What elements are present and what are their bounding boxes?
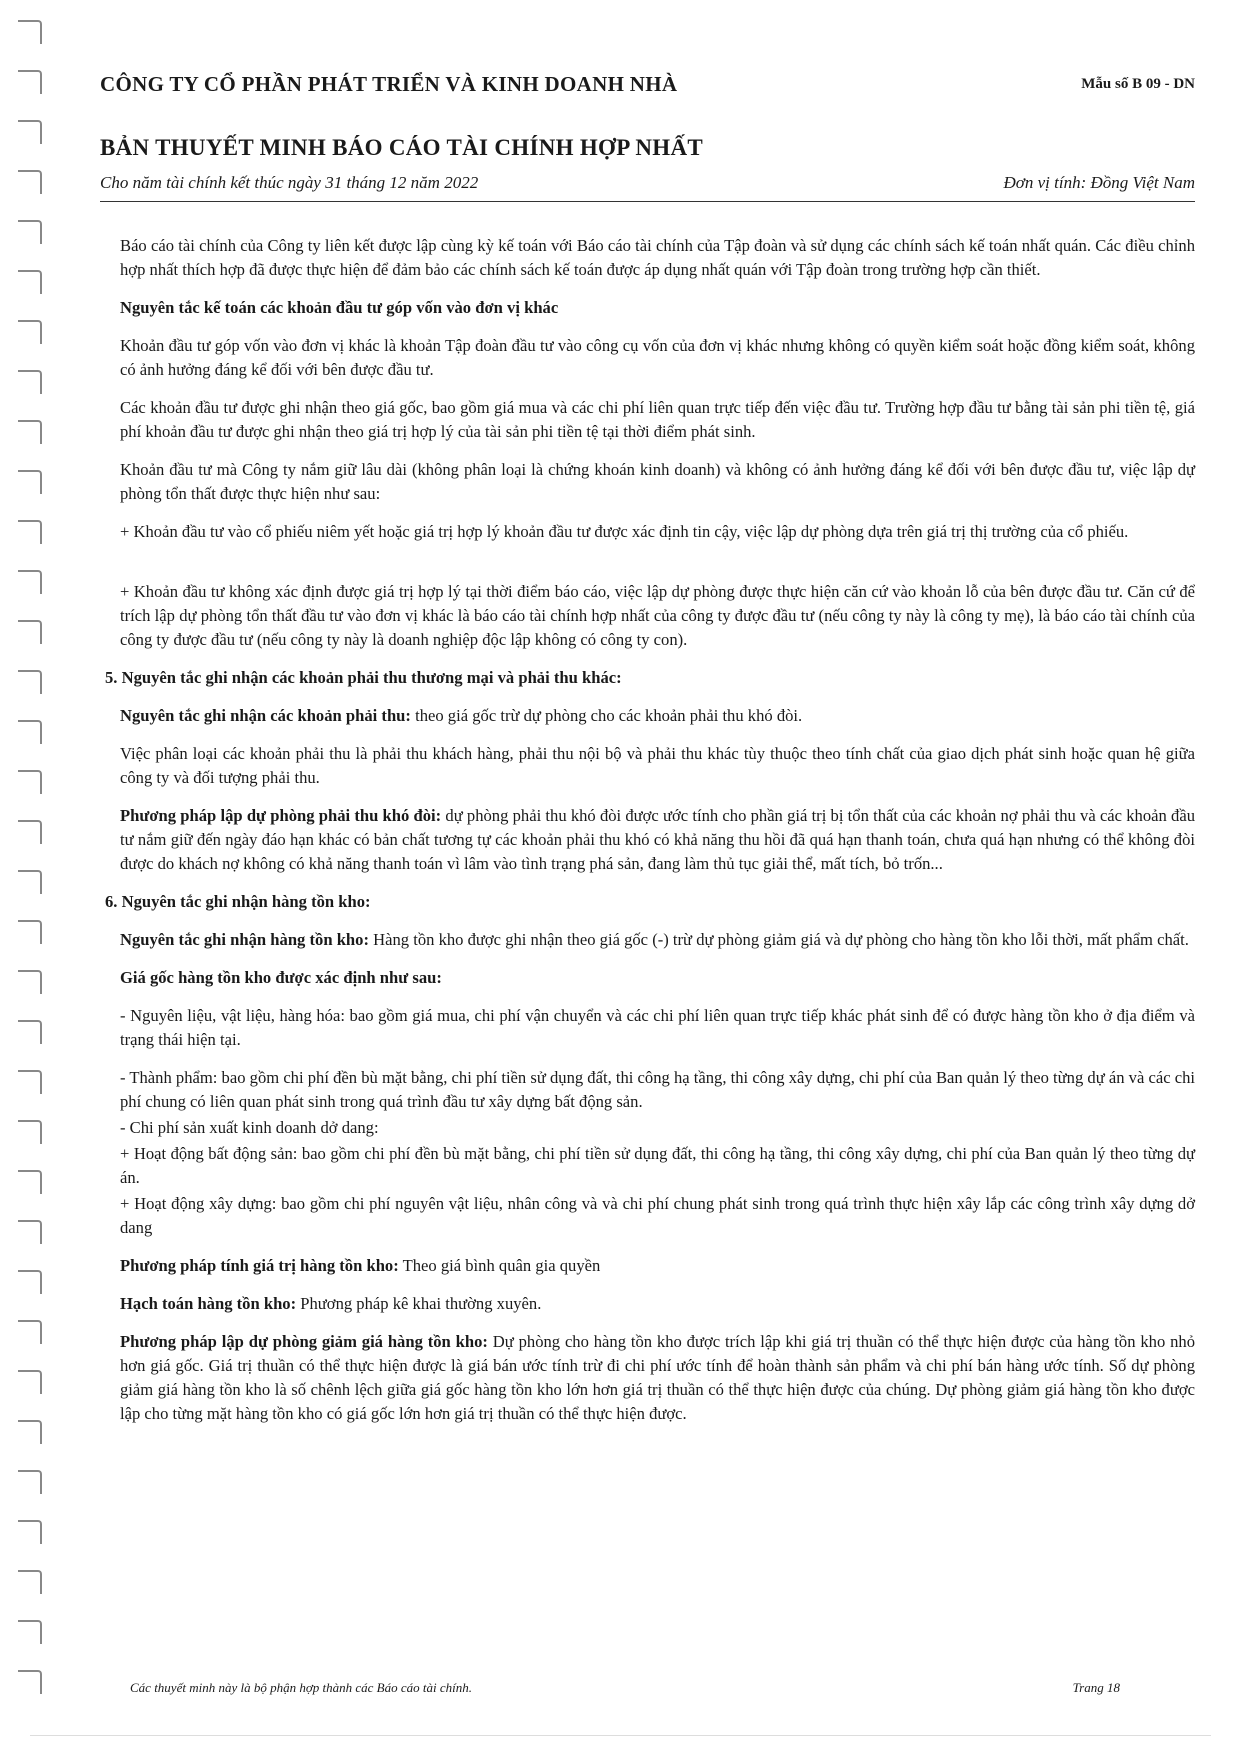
binding-ring (18, 1570, 42, 1594)
binding-ring (18, 1520, 42, 1544)
company-name: CÔNG TY CỔ PHẦN PHÁT TRIỂN VÀ KINH DOANH NHÀ (100, 72, 678, 96)
binding-ring (18, 1320, 42, 1344)
term-text: Hàng tồn kho được ghi nhận theo giá gốc (-) trừ dự phòng giảm giá và dự phòng cho hàng tồn kho lỗi thời, mất phẩm chất. (368, 930, 1189, 949)
section-heading-5: 5. Nguyên tắc ghi nhận các khoản phải thu thương mại và phải thu khác: (105, 668, 622, 687)
paragraph: Khoản đầu tư mà Công ty nắm giữ lâu dài (không phân loại là chứng khoán kinh doanh) và không có ảnh hưởng đáng kể đối với bên được đầu tư, việc lập dự phòng tổn thất được thực hiện như sau: (120, 460, 1195, 503)
paragraph: + Khoản đầu tư vào cổ phiếu niêm yết hoặc giá trị hợp lý khoản đầu tư được xác định tin cậy, việc lập dự phòng dựa trên giá trị thị trường của cổ phiếu. (120, 522, 1129, 541)
term-label: Phương pháp lập dự phòng phải thu khó đòi: (120, 806, 442, 825)
term-label: Phương pháp tính giá trị hàng tồn kho: (120, 1256, 399, 1275)
paragraph: - Nguyên liệu, vật liệu, hàng hóa: bao gồm giá mua, chi phí vận chuyển và các chi phí liên quan trực tiếp khác phát sinh để có được hàng tồn kho ở địa điểm và trạng thái hiện tại. (120, 1006, 1195, 1049)
paragraph (120, 1254, 1195, 1278)
paragraph (120, 1330, 1195, 1426)
binding-ring (18, 670, 42, 694)
header-subrow (100, 171, 1195, 202)
binding-ring (18, 1620, 42, 1644)
page-footer (130, 1680, 1190, 1696)
binding-ring (18, 1020, 42, 1044)
binding-ring (18, 1370, 42, 1394)
paragraph (120, 928, 1195, 952)
binding-ring (18, 1420, 42, 1444)
term-text: Phương pháp kê khai thường xuyên. (296, 1294, 542, 1313)
binding-ring (18, 920, 42, 944)
paragraph: - Chi phí sản xuất kinh doanh dở dang: (120, 1118, 379, 1137)
paragraph: - Thành phẩm: bao gồm chi phí đền bù mặt bằng, chi phí tiền sử dụng đất, thi công hạ tầng, thi công xây dựng, chi phí của Ban quản lý theo từng dự án và các chi phí chung có liên quan phát sinh trong quá trình đầu tư xây dựng bất động sản. (120, 1068, 1195, 1111)
binding-ring (18, 1670, 42, 1694)
binding-ring (18, 20, 42, 44)
sub-heading: Giá gốc hàng tồn kho được xác định như sau: (120, 968, 442, 987)
term-label: Nguyên tắc ghi nhận các khoản phải thu: (120, 706, 411, 725)
binding-ring (18, 570, 42, 594)
currency-unit: Đơn vị tính: Đồng Việt Nam (1003, 173, 1195, 192)
binding-ring (18, 1220, 42, 1244)
binding-ring (18, 1270, 42, 1294)
paragraph: Khoản đầu tư góp vốn vào đơn vị khác là khoản Tập đoàn đầu tư vào công cụ vốn của đơn vị khác nhưng không có quyền kiểm soát hoặc đồng kiểm soát, không có ảnh hưởng đáng kể đối với bên được đầu tư. (120, 336, 1195, 379)
term-text: dự phòng phải thu khó đòi được ước tính cho phần giá trị bị tổn thất của các khoản nợ phải thu và các khoản đầu tư nắm giữ đến ngày đáo hạn khác có bản chất tương tự các khoản phải thu khó có khả năng thu hồi đã quá hạn thanh toán, chưa quá hạn nhưng có thể không đòi được do khách nợ không có khả năng thanh toán vì lâm vào tình trạng phá sản, đang làm thủ tục giải thể, mất tích, bỏ trốn... (120, 806, 1195, 873)
paragraph (120, 1292, 1195, 1316)
binding-ring (18, 1070, 42, 1094)
binding-ring (18, 120, 42, 144)
paragraph (120, 804, 1195, 876)
binding-ring (18, 320, 42, 344)
form-number: Mẫu số B 09 - DN (1081, 76, 1195, 92)
section-heading: Nguyên tắc kế toán các khoản đầu tư góp vốn vào đơn vị khác (120, 298, 559, 317)
paragraph: Việc phân loại các khoản phải thu là phải thu khách hàng, phải thu nội bộ và phải thu khác tùy thuộc theo tính chất của giao dịch phát sinh hoặc quan hệ giữa công ty và đối tượng phải thu. (120, 744, 1195, 787)
binding-rings (18, 20, 48, 1720)
binding-ring (18, 520, 42, 544)
binding-ring (18, 220, 42, 244)
term-text: Dự phòng cho hàng tồn kho được trích lập khi giá trị thuần có thể thực hiện được của hàng tồn kho nhỏ hơn giá gốc. Giá trị thuần có thể thực hiện được là giá bán ước tính trừ đi chi phí ước tính để hoàn thành sản phẩm và chi phí bán hàng ước tính. Số dự phòng giảm giá hàng tồn kho là số chênh lệch giữa giá gốc hàng tồn kho lớn hơn giá trị thuần có thể thực hiện được của chúng. Dự phòng giảm giá hàng tồn kho được lập cho từng mặt hàng tồn kho có giá gốc lớn hơn giá trị thuần có thể thực hiện được. (120, 1332, 1195, 1423)
term-label: Hạch toán hàng tồn kho: (120, 1294, 297, 1313)
document-title: BẢN THUYẾT MINH BÁO CÁO TÀI CHÍNH HỢP NHẤT (100, 135, 704, 160)
binding-ring (18, 870, 42, 894)
paragraph: + Hoạt động bất động sản: bao gồm chi phí đền bù mặt bằng, chi phí tiền sử dụng đất, thi công hạ tầng, thi công xây dựng, chi phí của Ban quản lý theo từng dự án. (120, 1144, 1195, 1187)
binding-ring (18, 70, 42, 94)
paragraph: + Khoản đầu tư không xác định được giá trị hợp lý tại thời điểm báo cáo, việc lập dự phòng được thực hiện căn cứ vào khoản lỗ của bên được đầu tư. Căn cứ để trích lập dự phòng tổn thất đầu tư vào đơn vị khác là báo cáo tài chính hợp nhất của công ty được đầu tư (nếu công ty này là công ty mẹ), là báo cáo tài chính của công ty được đầu tư (nếu công ty này là doanh nghiệp độc lập không có công ty con). (120, 582, 1195, 649)
paragraph: Báo cáo tài chính của Công ty liên kết được lập cùng kỳ kế toán với Báo cáo tài chính của Tập đoàn và sử dụng các chính sách kế toán nhất quán. Các điều chỉnh hợp nhất thích hợp đã được thực hiện để đảm bảo các chính sách kế toán được áp dụng nhất quán với Tập đoàn trong trường hợp cần thiết. (120, 236, 1195, 279)
binding-ring (18, 420, 42, 444)
binding-ring (18, 970, 42, 994)
binding-ring (18, 1170, 42, 1194)
binding-ring (18, 720, 42, 744)
bottom-rule (30, 1735, 1211, 1736)
reporting-period: Cho năm tài chính kết thúc ngày 31 tháng 12 năm 2022 (100, 173, 479, 192)
term-label: Nguyên tắc ghi nhận hàng tồn kho: (120, 930, 369, 949)
term-text: Theo giá bình quân gia quyền (398, 1256, 601, 1275)
binding-ring (18, 170, 42, 194)
document-body (105, 234, 1195, 1440)
binding-ring (18, 1120, 42, 1144)
binding-ring (18, 620, 42, 644)
binding-ring (18, 270, 42, 294)
binding-ring (18, 470, 42, 494)
paragraph: + Hoạt động xây dựng: bao gồm chi phí nguyên vật liệu, nhân công và và chi phí chung phát sinh trong quá trình thực hiện xây lắp các công trình xây dựng dở dang (120, 1194, 1195, 1237)
term-label: Phương pháp lập dự phòng giảm giá hàng tồn kho: (120, 1332, 488, 1351)
paragraph (120, 704, 1195, 728)
binding-ring (18, 1470, 42, 1494)
binding-ring (18, 770, 42, 794)
term-text: theo giá gốc trừ dự phòng cho các khoản phải thu khó đòi. (410, 706, 803, 725)
page-number: Trang 18 (1072, 1680, 1120, 1695)
paragraph: Các khoản đầu tư được ghi nhận theo giá gốc, bao gồm giá mua và các chi phí liên quan trực tiếp đến việc đầu tư. Trường hợp đầu tư bằng tài sản phi tiền tệ, giá phí khoản đầu tư được ghi nhận theo giá trị hợp lý của tài sản phi tiền tệ tại thời điểm phát sinh. (120, 398, 1195, 441)
section-heading-6: 6. Nguyên tắc ghi nhận hàng tồn kho: (105, 892, 371, 911)
binding-ring (18, 370, 42, 394)
binding-ring (18, 820, 42, 844)
footer-note: Các thuyết minh này là bộ phận hợp thành các Báo cáo tài chính. (130, 1680, 472, 1695)
document-header (100, 72, 1195, 202)
